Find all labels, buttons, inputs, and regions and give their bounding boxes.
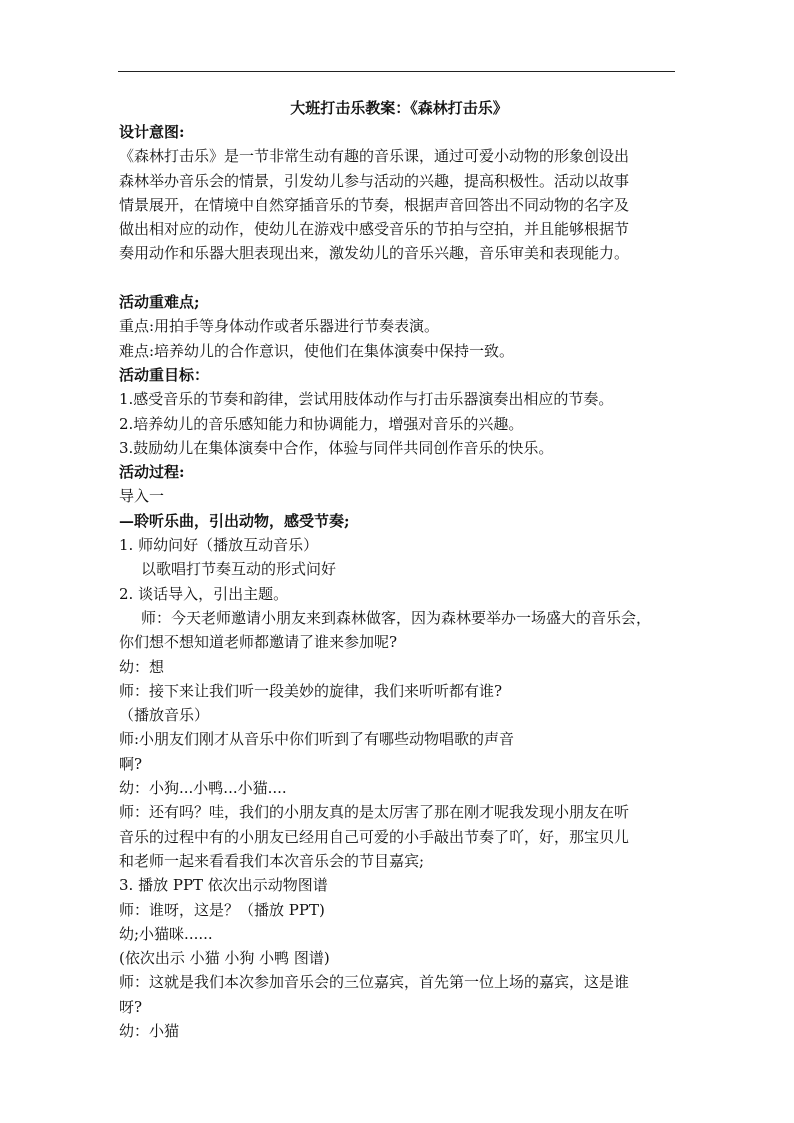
design-line: 森林举办音乐会的情景，引发幼儿参与活动的兴趣，提高积极性。活动以故事 xyxy=(119,171,630,190)
header-rule xyxy=(118,71,675,72)
design-line: 做出相对应的动作，使幼儿在游戏中感受音乐的节拍与空拍，并且能够根据节 xyxy=(119,220,630,239)
intro-subheading: —聆听乐曲，引出动物，感受节奏; xyxy=(119,511,350,530)
process-heading: 活动过程: xyxy=(119,463,185,482)
teacher-line: 师：接下来让我们听一段美妙的旋律，我们来听听都有谁? xyxy=(119,681,503,700)
goal-item: 3.鼓励幼儿在集体演奏中合作，体验与同伴共同创作音乐的快乐。 xyxy=(119,438,554,457)
teacher-line: 和老师一起来看看我们本次音乐会的节目嘉宾; xyxy=(119,851,425,870)
goals-heading: 活动重目标： xyxy=(119,365,210,384)
design-line: 情景展开，在情境中自然穿插音乐的节奏，根据声音回答出不同动物的名字及 xyxy=(119,195,630,214)
teacher-line: 师:小朋友们刚才从音乐中你们听到了有哪些动物唱歌的声音 xyxy=(119,730,515,749)
teacher-line: 音乐的过程中有的小朋友已经用自己可爱的小手敲出节奏了吖，好，那宝贝儿 xyxy=(119,827,630,846)
stage-direction: (依次出示 小猫 小狗 小鸭 图谱) xyxy=(119,949,330,968)
document-title: 大班打击乐教案：《森林打击乐》 xyxy=(290,99,508,117)
key-point: 重点:用拍手等身体动作或者乐器进行节奏表演。 xyxy=(119,317,440,336)
child-line: 幼：小猫 xyxy=(119,1021,180,1040)
difficult-point: 难点:培养幼儿的合作意识，使他们在集体演奏中保持一致。 xyxy=(119,341,515,360)
child-line: 幼：小狗...小鸭...小猫.... xyxy=(119,779,287,798)
design-line: 奏用动作和乐器大胆表现出来，激发幼儿的音乐兴趣，音乐审美和表现能力。 xyxy=(119,244,630,263)
goal-item: 2.培养幼儿的音乐感知能力和协调能力，增强对音乐的兴趣。 xyxy=(119,414,524,433)
key-difficulty-heading: 活动重难点; xyxy=(119,293,200,312)
child-line: 幼;小猫咪...... xyxy=(119,924,213,943)
intro-label: 导入一 xyxy=(119,487,165,506)
teacher-line: 师：今天老师邀请小朋友来到森林做客，因为森林要举办一场盛大的音乐会， xyxy=(141,608,652,627)
step-3: 3. 播放 PPT 依次出示动物图谱 xyxy=(119,876,328,895)
teacher-line: 师：这就是我们本次参加音乐会的三位嘉宾，首先第一位上场的嘉宾，这是谁 xyxy=(119,973,630,992)
child-line: 幼：想 xyxy=(119,657,165,676)
stage-direction: （播放音乐） xyxy=(119,706,210,725)
document-body xyxy=(119,96,679,1043)
paragraph-spacer xyxy=(119,266,679,290)
teacher-line: 呀? xyxy=(119,997,143,1016)
design-line: 《森林打击乐》是一节非常生动有趣的音乐课，通过可爱小动物的形象创设出 xyxy=(119,147,630,166)
teacher-line: 师：还有吗？哇，我们的小朋友真的是太厉害了那在刚才呢我发现小朋友在听 xyxy=(119,803,630,822)
teacher-line: 啊? xyxy=(119,754,143,773)
step-1-detail: 以歌唱打节奏互动的形式问好 xyxy=(141,560,337,579)
teacher-line: 师：谁呀，这是？（播放 PPT) xyxy=(119,900,325,919)
step-1: 1. 师幼问好（播放互动音乐） xyxy=(119,536,319,555)
goal-item: 1.感受音乐的节奏和韵律，尝试用肢体动作与打击乐器演奏出相应的节奏。 xyxy=(119,390,614,409)
design-heading: 设计意图: xyxy=(119,123,185,141)
step-2: 2. 谈话导入，引出主题。 xyxy=(119,584,289,603)
teacher-line: 你们想不想知道老师都邀请了谁来参加呢? xyxy=(119,633,398,652)
